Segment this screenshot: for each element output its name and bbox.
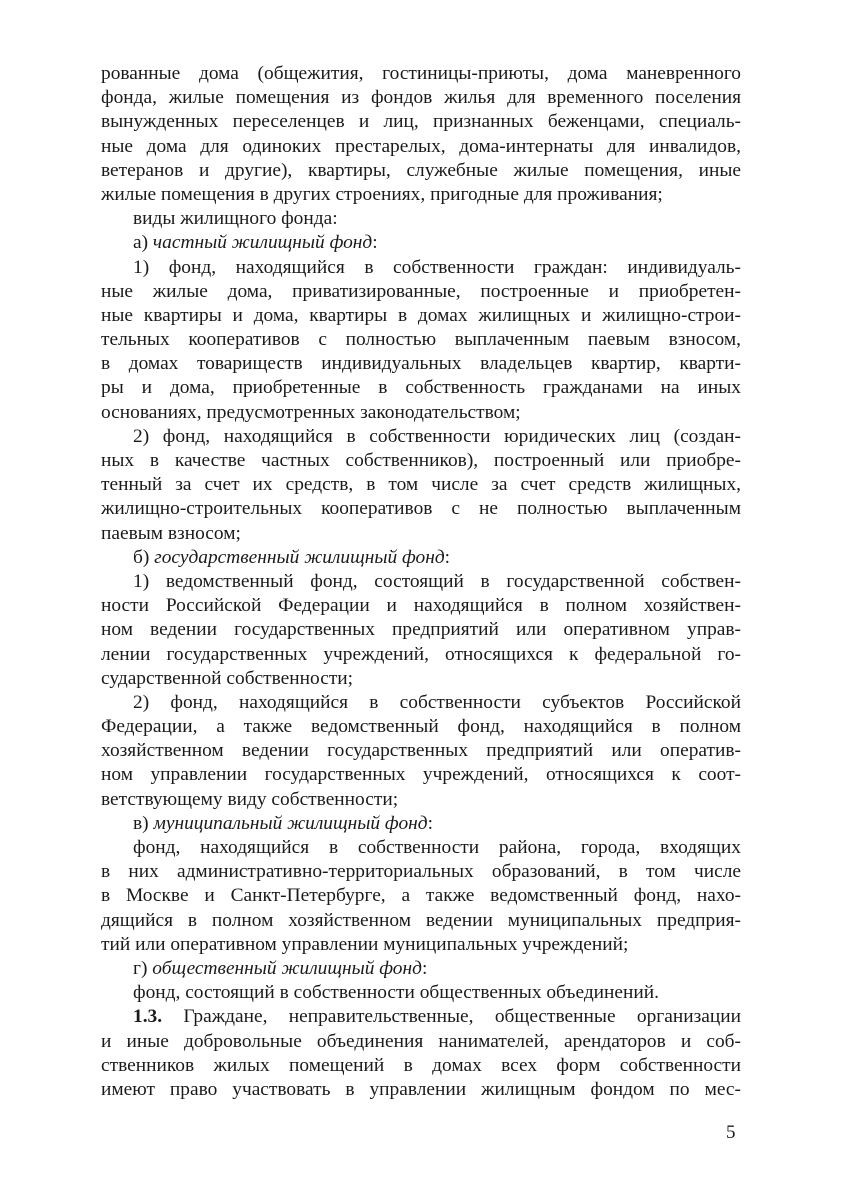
text-segment: ном ведении государственных предприятий или оперативном управ- bbox=[101, 619, 741, 641]
text-segment: Граждане, неправительственные, общественные организации bbox=[162, 1006, 741, 1028]
text-segment: 2) фонд, находящийся в собственности юридических лиц (создан- bbox=[133, 425, 741, 447]
text-line bbox=[101, 401, 741, 425]
text-segment: тельных кооперативов с полностью выплаченным паевым взносом, bbox=[101, 329, 741, 351]
text-segment: тий или оперативном управлении муниципальных учреждений; bbox=[101, 933, 629, 955]
text-line bbox=[101, 860, 741, 884]
text-line bbox=[101, 280, 741, 304]
text-segment: ности Российской Федерации и находящийся в полном хозяйствен- bbox=[101, 595, 741, 617]
text-segment: ветеранов и другие), квартиры, служебные жилые помещения, иные bbox=[101, 159, 741, 181]
text-line bbox=[101, 981, 741, 1005]
text-line bbox=[101, 618, 741, 642]
text-line bbox=[101, 207, 741, 231]
text-segment: а) bbox=[133, 232, 153, 254]
text-segment: вынужденных переселенцев и лиц, признанных беженцами, специаль- bbox=[101, 111, 741, 133]
text-segment: ном управлении государственных учреждений, относящихся к соот- bbox=[101, 764, 741, 786]
text-line bbox=[101, 62, 741, 86]
text-segment: паевым взносом; bbox=[101, 522, 241, 544]
text-segment: : bbox=[372, 232, 378, 254]
text-segment: : bbox=[444, 546, 451, 568]
text-segment: ветствующему виду собственности; bbox=[101, 788, 399, 810]
text-line bbox=[101, 643, 741, 667]
text-line bbox=[101, 376, 741, 400]
text-segment: основаниях, предусмотренных законодательством; bbox=[101, 401, 521, 423]
text-segment: дящийся в полном хозяйственном ведении муниципальных предприя- bbox=[101, 909, 741, 931]
italic-term: частный жилищный фонд bbox=[152, 232, 373, 254]
text-line bbox=[101, 594, 741, 618]
text-segment: 2) фонд, находящийся в собственности субъектов Российской bbox=[133, 691, 741, 713]
text-segment: в домах товариществ индивидуальных владельцев квартир, кварти- bbox=[101, 353, 741, 375]
text-line bbox=[101, 256, 741, 280]
text-line bbox=[101, 183, 741, 207]
text-line bbox=[101, 425, 741, 449]
text-segment: ных в качестве частных собственников), построенный или приобре- bbox=[101, 450, 741, 471]
text-segment: хозяйственном ведении государственных предприятий или оператив- bbox=[101, 740, 741, 762]
text-line bbox=[101, 933, 741, 957]
text-line bbox=[101, 352, 741, 376]
text-line bbox=[101, 667, 741, 691]
document-body bbox=[101, 62, 741, 1102]
text-segment: 1) ведомственный фонд, состоящий в государственной собствен- bbox=[133, 570, 741, 592]
text-segment: г) bbox=[133, 957, 153, 979]
text-segment: виды жилищного фонда: bbox=[133, 208, 338, 230]
text-line bbox=[101, 1030, 741, 1054]
text-line bbox=[101, 546, 741, 570]
text-segment: жилые помещения в других строениях, пригодные для проживания; bbox=[101, 183, 663, 205]
text-line bbox=[101, 715, 741, 739]
text-line bbox=[101, 473, 741, 497]
text-line bbox=[101, 884, 741, 908]
text-line bbox=[101, 812, 741, 836]
text-line bbox=[101, 739, 741, 763]
text-line bbox=[101, 522, 741, 546]
text-segment: : bbox=[427, 812, 433, 834]
text-line bbox=[101, 763, 741, 787]
page-number: 5 bbox=[726, 1122, 736, 1143]
text-segment: жилищно-строительных кооперативов с не полностью выплаченным bbox=[101, 498, 741, 520]
text-line bbox=[101, 1054, 741, 1078]
text-line bbox=[101, 957, 741, 981]
text-line bbox=[101, 570, 741, 594]
text-line bbox=[101, 135, 741, 159]
text-line bbox=[101, 836, 741, 860]
text-segment: ные дома для одиноких престарелых, дома-интернаты для инвалидов, bbox=[101, 135, 741, 157]
italic-term: общественный жилищный фонд bbox=[152, 957, 422, 979]
text-segment: : bbox=[421, 957, 428, 979]
text-line bbox=[101, 691, 741, 715]
text-line bbox=[101, 159, 741, 183]
text-line bbox=[101, 1078, 741, 1102]
text-segment: фонда, жилые помещения из фондов жилья для временного поселения bbox=[101, 87, 741, 109]
text-line bbox=[101, 328, 741, 352]
text-line bbox=[101, 86, 741, 110]
text-segment: сударственной собственности; bbox=[101, 667, 354, 689]
text-segment: ры и дома, приобретенные в собственность гражданами на иных bbox=[101, 377, 741, 399]
text-segment: в них административно-территориальных образований, в том числе bbox=[101, 861, 741, 883]
text-line bbox=[101, 304, 741, 328]
text-line bbox=[101, 497, 741, 521]
text-segment: имеют право участвовать в управлении жилищным фондом по мес- bbox=[101, 1078, 741, 1100]
text-line bbox=[101, 788, 741, 812]
text-segment: ственников жилых помещений в домах всех форм собственности bbox=[101, 1054, 741, 1076]
text-segment: фонд, находящийся в собственности района, города, входящих bbox=[133, 837, 741, 858]
text-segment: фонд, состоящий в собственности общественных объединений. bbox=[133, 982, 660, 1004]
text-segment: б) bbox=[133, 546, 155, 568]
text-segment: ные квартиры и дома, квартиры в домах жилищных и жилищно-строи- bbox=[101, 304, 741, 326]
text-segment: тенный за счет их средств, в том числе за счет средств жилищных, bbox=[101, 474, 741, 496]
text-segment: лении государственных учреждений, относящихся к федеральной го- bbox=[101, 643, 741, 665]
text-segment: Федерации, а также ведомственный фонд, находящийся в полном bbox=[101, 716, 741, 738]
italic-term: муниципальный жилищный фонд bbox=[153, 812, 428, 834]
text-line bbox=[101, 909, 741, 933]
text-line bbox=[101, 231, 741, 255]
text-line bbox=[101, 1005, 741, 1029]
text-line bbox=[101, 110, 741, 134]
text-segment: в Москве и Санкт-Петербурге, а также ведомственный фонд, нахо- bbox=[101, 885, 741, 907]
text-segment: в) bbox=[133, 812, 154, 834]
text-line bbox=[101, 449, 741, 473]
section-number: 1.3. bbox=[133, 1006, 163, 1028]
text-segment: и иные добровольные объединения нанимателей, арендаторов и соб- bbox=[101, 1030, 741, 1052]
text-segment: ные жилые дома, приватизированные, построенные и приобретен- bbox=[101, 280, 741, 302]
text-segment: рованные дома (общежития, гостиницы-приюты, дома маневренного bbox=[101, 63, 741, 84]
text-segment: 1) фонд, находящийся в собственности граждан: индивидуаль- bbox=[133, 256, 741, 278]
italic-term: государственный жилищный фонд bbox=[154, 546, 445, 568]
